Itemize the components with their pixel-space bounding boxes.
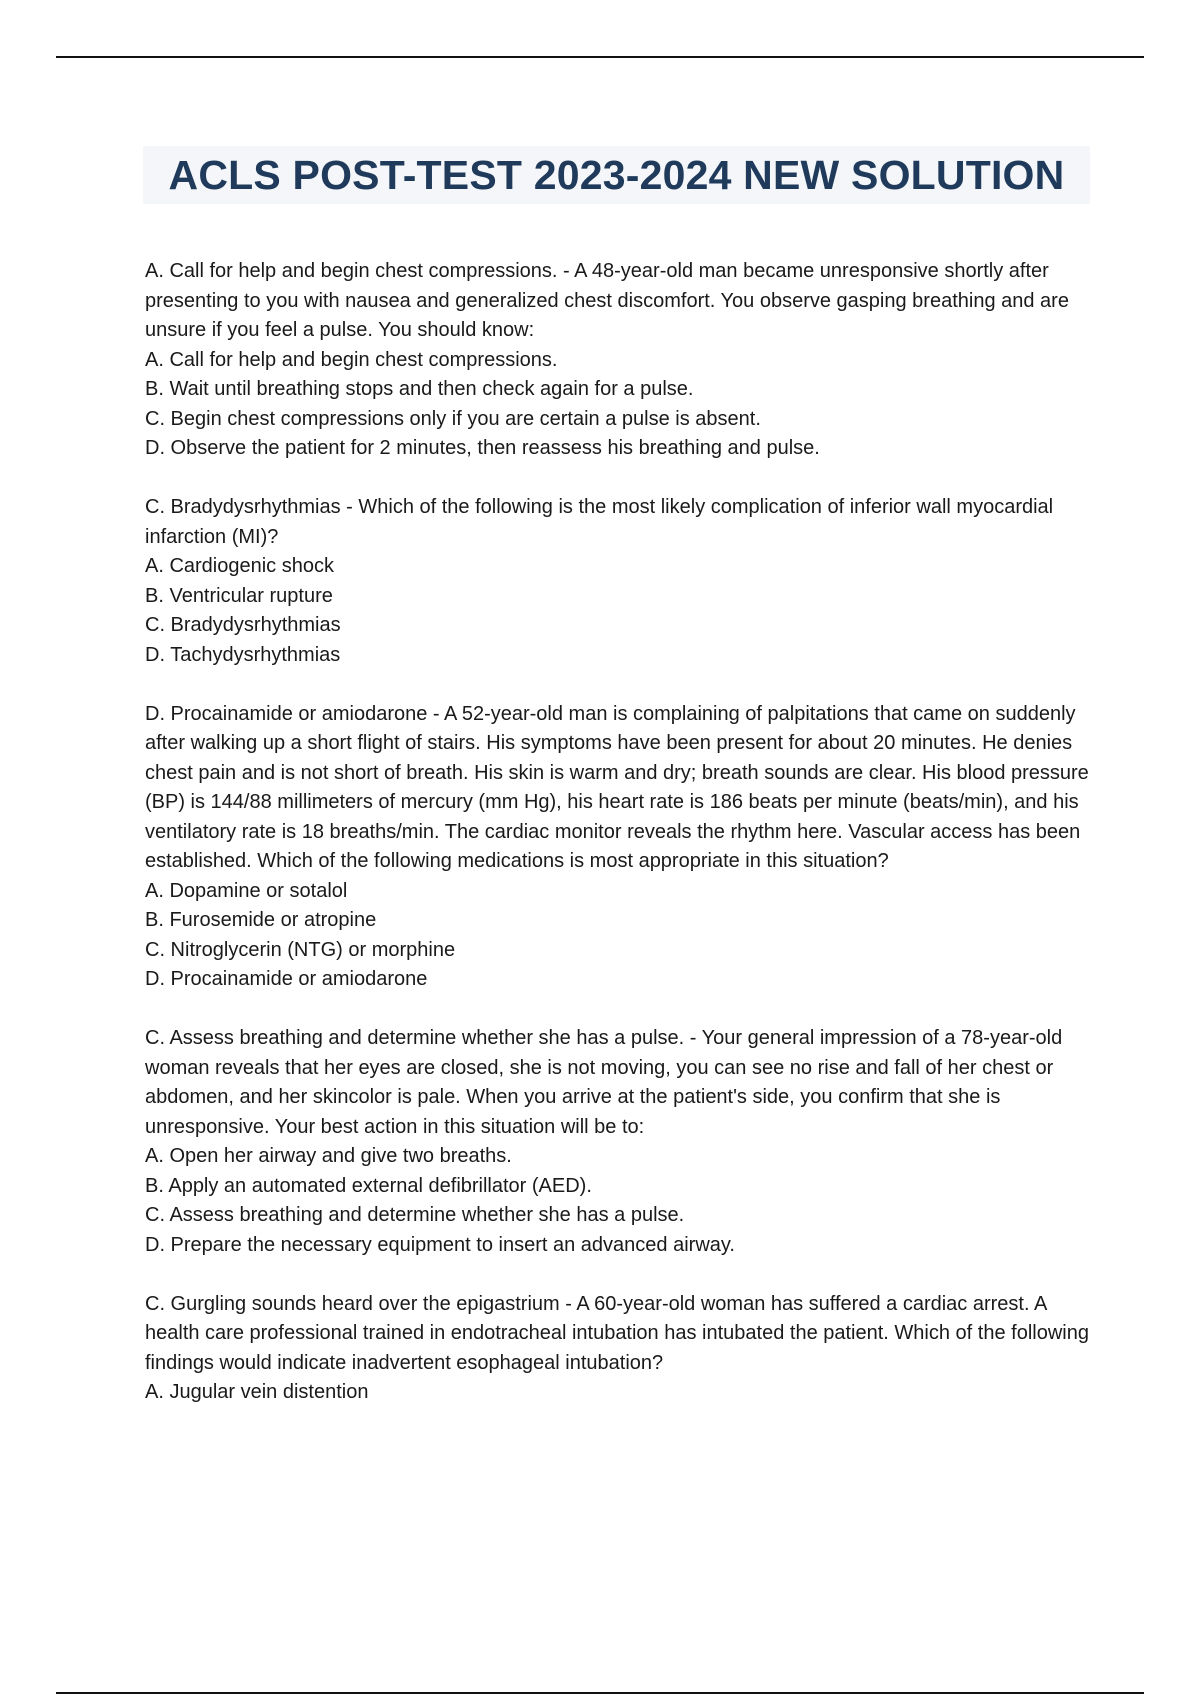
bottom-divider xyxy=(56,1692,1144,1694)
answer-option: A. Call for help and begin chest compressions. xyxy=(145,348,558,371)
answer-option: B. Furosemide or atropine xyxy=(145,909,377,931)
question-prompt: D. Procainamide or amiodarone - A 52-year-old man is complaining of palpitations that came on suddenly after walking up a short flight of stairs. His symptoms have been present for about 20 minutes. He denies chest pain and is not short of breath. His skin is warm and dry; breath sounds are clear. His blood pressure (BP) is 144/88 millimeters of mercury (mm Hg), his heart rate is 186 beats per minute (beats/min), and his ventilatory rate is 18 breaths/min. The cardiac monitor reveals the rhythm here. Vascular access has been established. Which of the following medications is most appropriate in this situation? xyxy=(145,702,1089,872)
answer-option: C. Bradydysrhythmias xyxy=(145,614,341,636)
answer-option: C. Assess breathing and determine whether she has a pulse. xyxy=(145,1204,685,1226)
answer-option: C. Begin chest compressions only if you are certain a pulse is absent. xyxy=(145,407,761,430)
answer-option: C. Nitroglycerin (NTG) or morphine xyxy=(145,938,456,961)
document-title: ACLS POST-TEST 2023-2024 NEW SOLUTION xyxy=(168,151,1065,198)
top-divider xyxy=(56,56,1144,58)
question-prompt: C. Assess breathing and determine whether she has a pulse. - Your general impression of a 78-year-old woman reveals that her eyes are closed, she is not moving, you can see no rise and fall of her chest or abdomen, and her skincolor is pale. When you arrive at the patient's side, you confirm that she is unresponsive. Your best action in this situation will be to: xyxy=(145,1027,1063,1138)
title-banner xyxy=(143,146,1090,204)
answer-option: A. Open her airway and give two breaths. xyxy=(145,1145,512,1167)
questions-body xyxy=(145,257,1095,1437)
answer-option: A. Jugular vein distention xyxy=(145,1381,369,1403)
question-block xyxy=(145,493,1095,670)
answer-option: D. Procainamide or amiodarone xyxy=(145,968,428,990)
question-prompt: A. Call for help and begin chest compressions. - A 48-year-old man became unresponsive shortly after presenting to you with nausea and generalized chest discomfort. You observe gasping breathing and are unsure if you feel a pulse. You should know: xyxy=(145,260,1069,341)
answer-option: D. Observe the patient for 2 minutes, then reassess his breathing and pulse. xyxy=(145,437,820,459)
answer-option: B. Ventricular rupture xyxy=(145,584,333,607)
answer-option: A. Cardiogenic shock xyxy=(145,555,334,577)
answer-option: B. Wait until breathing stops and then check again for a pulse. xyxy=(145,378,694,400)
answer-option: A. Dopamine or sotalol xyxy=(145,879,348,902)
answer-option: B. Apply an automated external defibrillator (AED). xyxy=(145,1174,592,1197)
answer-option: D. Prepare the necessary equipment to insert an advanced airway. xyxy=(145,1233,735,1256)
question-block xyxy=(145,700,1095,995)
question-block xyxy=(145,1290,1095,1408)
question-prompt: C. Bradydysrhythmias - Which of the following is the most likely complication of inferior wall myocardial infarction (MI)? xyxy=(145,496,1054,548)
answer-option: D. Tachydysrhythmias xyxy=(145,643,341,666)
question-block xyxy=(145,1024,1095,1260)
question-prompt: C. Gurgling sounds heard over the epigastrium - A 60-year-old woman has suffered a cardiac arrest. A health care professional trained in endotracheal intubation has intubated the patient. Which of the following findings would indicate inadvertent esophageal intubation? xyxy=(145,1292,1089,1374)
question-block xyxy=(145,257,1095,464)
